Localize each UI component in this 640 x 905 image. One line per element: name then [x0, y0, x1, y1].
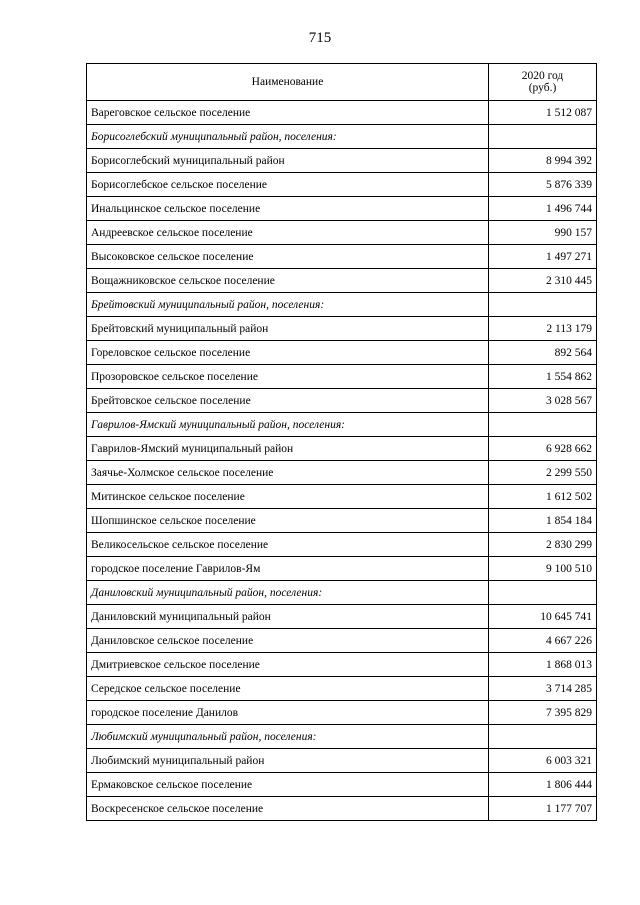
row-value [489, 581, 597, 605]
page-number: 715 [308, 30, 332, 46]
column-header-name: Наименование [87, 64, 489, 101]
row-value: 4 667 226 [489, 629, 597, 653]
row-value: 1 806 444 [489, 773, 597, 797]
table-row [87, 149, 597, 173]
row-value: 1 497 271 [489, 245, 597, 269]
row-value: 3 714 285 [489, 677, 597, 701]
table-row [87, 533, 597, 557]
table-row [87, 437, 597, 461]
row-value: 7 395 829 [489, 701, 597, 725]
row-value: 3 028 567 [489, 389, 597, 413]
row-name: Андреевское сельское поселение [87, 221, 489, 245]
row-name: Воскресенское сельское поселение [87, 797, 489, 821]
table-row [87, 389, 597, 413]
table-row [87, 749, 597, 773]
row-name: Заячье-Холмское сельское поселение [87, 461, 489, 485]
table-row [87, 653, 597, 677]
row-value: 2 830 299 [489, 533, 597, 557]
row-value: 8 994 392 [489, 149, 597, 173]
row-name: Дмитриевское сельское поселение [87, 653, 489, 677]
column-header-unit: (руб.) [528, 82, 557, 94]
row-name: Борисоглебское сельское поселение [87, 173, 489, 197]
row-value: 1 177 707 [489, 797, 597, 821]
row-name: Борисоглебский муниципальный район [87, 149, 489, 173]
row-value [489, 293, 597, 317]
table-row [87, 797, 597, 821]
section-header-row [87, 581, 597, 605]
row-value [489, 725, 597, 749]
row-name: Даниловский муниципальный район [87, 605, 489, 629]
budget-table [86, 63, 597, 821]
row-name: Шопшинское сельское поселение [87, 509, 489, 533]
row-value: 1 554 862 [489, 365, 597, 389]
table-row [87, 461, 597, 485]
section-title: Даниловский муниципальный район, поселения: [87, 581, 489, 605]
column-header-year: 2020 год [521, 70, 564, 82]
row-name: Брейтовский муниципальный район [87, 317, 489, 341]
row-value: 6 003 321 [489, 749, 597, 773]
table-header-row [87, 64, 597, 101]
row-name: Гореловское сельское поселение [87, 341, 489, 365]
table-row [87, 269, 597, 293]
table-row [87, 773, 597, 797]
row-value: 10 645 741 [489, 605, 597, 629]
table-row [87, 677, 597, 701]
table-row [87, 485, 597, 509]
row-value: 6 928 662 [489, 437, 597, 461]
table-row [87, 341, 597, 365]
row-name: Высоковское сельское поселение [87, 245, 489, 269]
row-value: 1 612 502 [489, 485, 597, 509]
row-value [489, 413, 597, 437]
table-row [87, 509, 597, 533]
row-name: Митинское сельское поселение [87, 485, 489, 509]
table-row [87, 557, 597, 581]
table-row [87, 101, 597, 125]
table-row [87, 197, 597, 221]
row-value: 9 100 510 [489, 557, 597, 581]
row-value [489, 125, 597, 149]
row-name: Инальцинское сельское поселение [87, 197, 489, 221]
row-value: 990 157 [489, 221, 597, 245]
row-name: Даниловское сельское поселение [87, 629, 489, 653]
section-header-row [87, 725, 597, 749]
section-header-row [87, 413, 597, 437]
table-row [87, 629, 597, 653]
row-value: 5 876 339 [489, 173, 597, 197]
row-name: Середское сельское поселение [87, 677, 489, 701]
table-row [87, 245, 597, 269]
table-row [87, 317, 597, 341]
section-header-row [87, 293, 597, 317]
row-name: городское поселение Данилов [87, 701, 489, 725]
row-value: 1 854 184 [489, 509, 597, 533]
row-value: 892 564 [489, 341, 597, 365]
section-title: Брейтовский муниципальный район, поселения: [87, 293, 489, 317]
row-value: 2 113 179 [489, 317, 597, 341]
table-row [87, 701, 597, 725]
row-name: Вареговское сельское поселение [87, 101, 489, 125]
section-title: Гаврилов-Ямский муниципальный район, поселения: [87, 413, 489, 437]
row-name: Вощажниковское сельское поселение [87, 269, 489, 293]
section-title: Любимский муниципальный район, поселения: [87, 725, 489, 749]
row-value: 1 868 013 [489, 653, 597, 677]
section-title: Борисоглебский муниципальный район, поселения: [87, 125, 489, 149]
table-row [87, 173, 597, 197]
row-name: Брейтовское сельское поселение [87, 389, 489, 413]
row-value: 2 310 445 [489, 269, 597, 293]
table-row [87, 365, 597, 389]
row-name: Гаврилов-Ямский муниципальный район [87, 437, 489, 461]
table-row [87, 605, 597, 629]
table-body [87, 101, 597, 821]
row-value: 1 496 744 [489, 197, 597, 221]
row-name: городское поселение Гаврилов-Ям [87, 557, 489, 581]
row-name: Любимский муниципальный район [87, 749, 489, 773]
row-name: Ермаковское сельское поселение [87, 773, 489, 797]
row-value: 1 512 087 [489, 101, 597, 125]
section-header-row [87, 125, 597, 149]
column-header-value [489, 64, 597, 101]
row-value: 2 299 550 [489, 461, 597, 485]
table-row [87, 221, 597, 245]
row-name: Великосельское сельское поселение [87, 533, 489, 557]
row-name: Прозоровское сельское поселение [87, 365, 489, 389]
